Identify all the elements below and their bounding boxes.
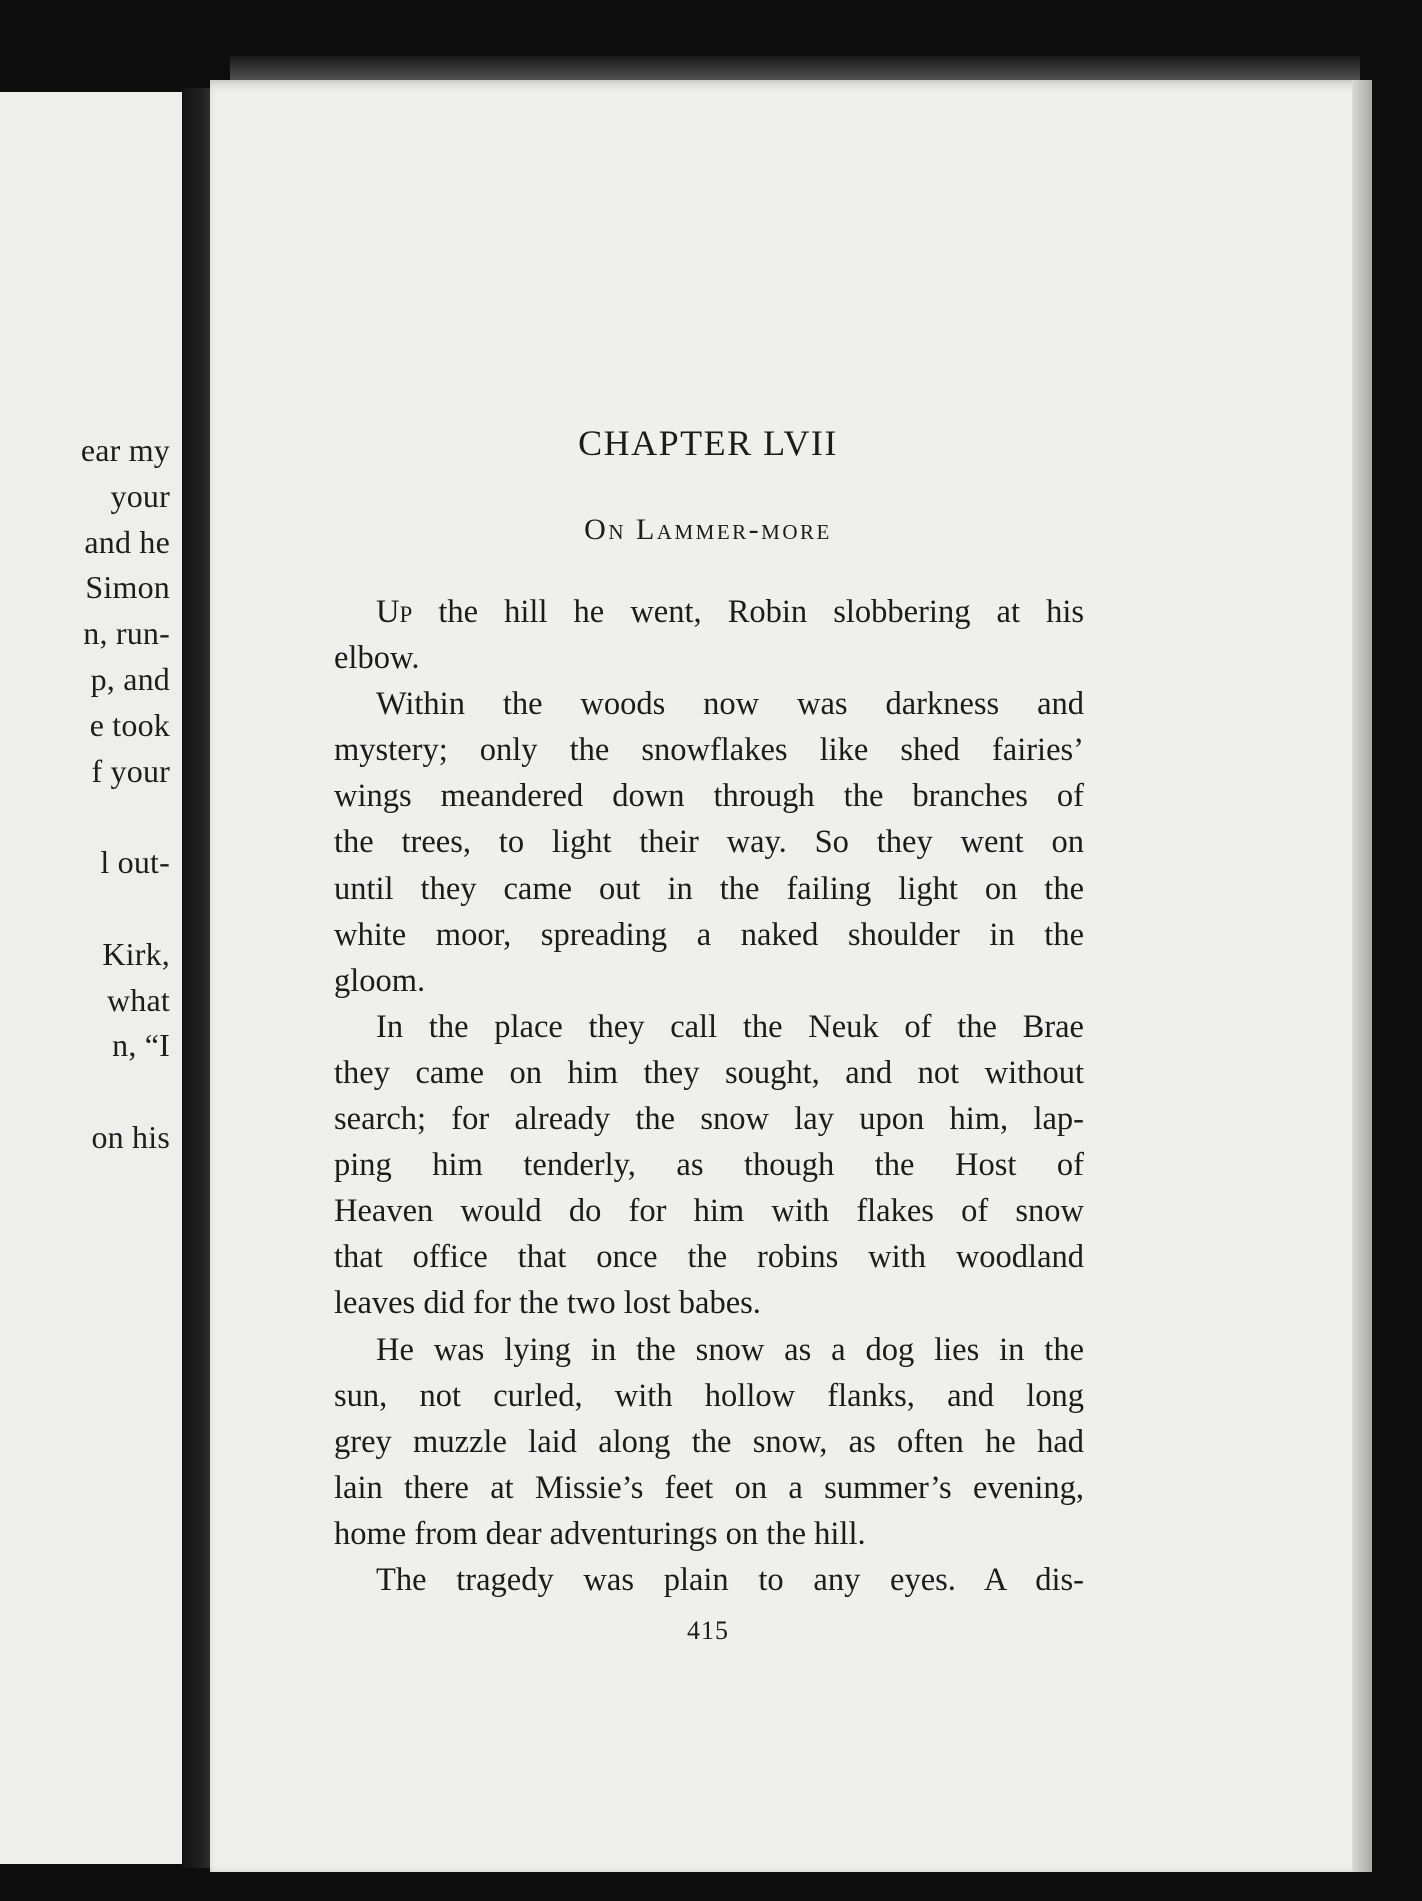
- text-line: sun, not curled, with hollow flanks, and long: [334, 1377, 1084, 1414]
- text-line: In the place they call the Neuk of the Brae: [376, 1008, 1084, 1045]
- chapter-subtitle: On Lammer-more: [584, 513, 832, 546]
- text-line: Heaven would do for him with flakes of snow: [334, 1193, 1084, 1230]
- chapter-title: CHAPTER LVII: [578, 423, 838, 463]
- text-line: leaves did for the two lost babes.: [334, 1285, 761, 1322]
- text-line: wings meandered down through the branches of: [334, 778, 1084, 815]
- drop-lead-word: Up: [376, 594, 413, 630]
- body-text: [334, 589, 1084, 1603]
- text-line: they came on him they sought, and not without: [334, 1054, 1084, 1091]
- text-line: gloom.: [334, 962, 426, 999]
- text-line: grey muzzle laid along the snow, as often he had: [334, 1423, 1084, 1460]
- text-line: Within the woods now was darkness and: [376, 686, 1084, 723]
- text-line: search; for already the snow lay upon him, lap-: [334, 1101, 1084, 1138]
- previous-page-line: p, and: [90, 661, 170, 697]
- previous-page-line: n, run-: [83, 615, 170, 652]
- text-line: ping him tenderly, as though the Host of: [334, 1147, 1084, 1184]
- text-line: [334, 589, 1084, 635]
- text-line-rest: the hill he went, Robin slobbering at his: [412, 594, 1084, 630]
- text-line: mystery; only the snowflakes like shed fairies’: [334, 732, 1084, 769]
- previous-page-line: n, “I: [112, 1027, 170, 1064]
- text-line: that office that once the robins with woodland: [334, 1239, 1084, 1276]
- text-line: until they came out in the failing light on the: [334, 870, 1084, 907]
- previous-page-line: Simon: [85, 569, 170, 606]
- previous-page-line: your: [110, 477, 170, 514]
- text-line: the trees, to light their way. So they went on: [334, 824, 1084, 861]
- text-line: The tragedy was plain to any eyes. A dis-: [376, 1561, 1084, 1598]
- previous-page-line: ear my: [80, 432, 170, 468]
- page-number: 415: [687, 1616, 729, 1645]
- text-line: lain there at Missie’s feet on a summer’s evening,: [334, 1469, 1084, 1506]
- text-line: home from dear adventurings on the hill.: [334, 1515, 866, 1552]
- previous-page: [0, 92, 192, 1864]
- previous-page-line: and he: [84, 523, 170, 560]
- text-line: white moor, spreading a naked shoulder in the: [334, 916, 1084, 953]
- text-line: elbow.: [334, 640, 420, 677]
- previous-page-line: Kirk,: [102, 935, 170, 972]
- previous-page-line: f your: [91, 752, 170, 789]
- previous-page-line: l out-: [100, 844, 170, 881]
- previous-page-line: e took: [89, 706, 170, 743]
- previous-page-line: what: [106, 981, 170, 1018]
- page-edge: [1352, 80, 1372, 1872]
- previous-page-line: on his: [91, 1119, 170, 1155]
- text-line: He was lying in the snow as a dog lies in the: [376, 1331, 1084, 1368]
